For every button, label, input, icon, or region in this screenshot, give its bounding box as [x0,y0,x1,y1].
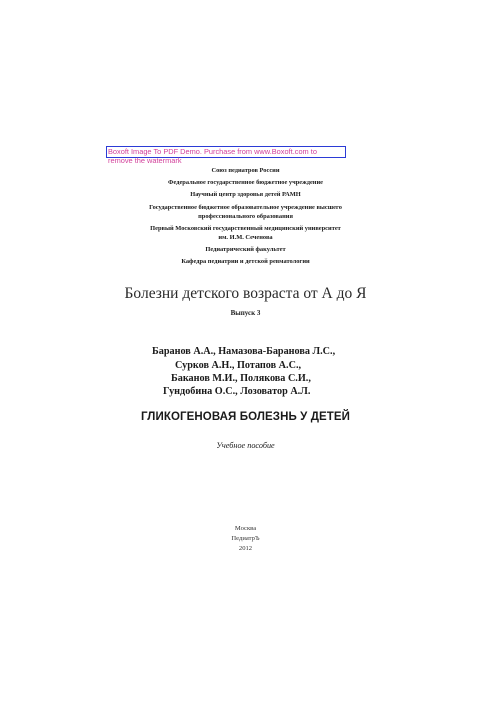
main-title: ГЛИКОГЕНОВАЯ БОЛЕЗНЬ У ДЕТЕЙ [140,411,351,423]
subtitle: Учебное пособие [216,441,275,450]
series-title: Болезни детского возраста от А до Я [124,285,367,302]
authors-line-2: Сурков А.Н., Потапов А.С., [175,360,302,371]
institution-line-1: Союз педиатров России [211,167,280,174]
institution-line-9: Кафедра педиатрии и детской ревматологии [181,258,310,265]
institution-line-6: Первый Московский государственный медицинский университет [150,225,341,232]
authors-line-3: Баканов М.И., Полякова С.И., [171,373,311,384]
imprint-year: 2012 [238,545,253,552]
watermark-text [108,147,358,165]
institution-line-8: Педиатрический факультет [205,246,286,253]
institution-line-3: Научный центр здоровья детей РАМН [190,191,301,198]
imprint-city: Москва [234,525,257,532]
institution-line-5: профессионального образования [198,213,293,220]
institution-line-2: Федеральное государственное бюджетное учреждение [168,179,323,186]
institution-line-4: Государственное бюджетное образовательное учреждение высшего [149,204,342,211]
authors-line-4: Гундобина О.С., Лозовaтор А.Л. [163,386,311,397]
issue-number: Выпуск 3 [230,309,261,317]
institution-line-7: им. И.М. Сеченова [218,234,273,241]
authors-line-1: Баранов А.А., Намазова-Баранова Л.С., [152,346,336,357]
watermark-line-1: Boxoft Image To PDF Demo. Purchase from www.Boxoft.com to [108,147,317,156]
watermark-line-2: remove the watermark [108,156,182,165]
imprint-publisher: ПедиатрЪ [231,535,260,542]
